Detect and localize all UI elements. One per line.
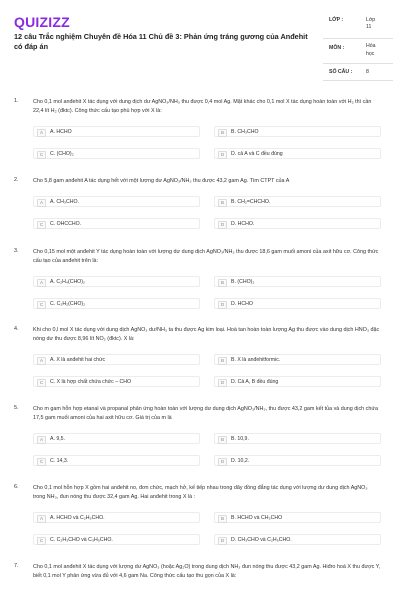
question-text: Khi cho 0,l mol X tác dụng với dung dịch AgNO₃ dư/NH₃ ta thu được Ag kim loại. Hoà tan hoàn toàn lượng Ag thu được vào dung dịch HNO₃ đặc nóng dư thu được 8,96 lít NO₂ (đktc). X là:	[33, 327, 380, 342]
option-letter: D	[218, 458, 227, 466]
option-text: D. HCHO.	[231, 221, 255, 227]
option-text: C. (CHO)₂	[50, 151, 74, 157]
option-letter: C	[37, 151, 46, 159]
option-text: A. 9,5.	[50, 436, 65, 442]
option-letter: B	[218, 199, 227, 207]
option-c[interactable]	[33, 218, 200, 229]
option-c[interactable]	[33, 298, 200, 309]
option-letter: C	[37, 379, 46, 387]
question-number: 4.	[14, 326, 19, 332]
class-value-line2: 11	[366, 24, 372, 30]
question-number: 3.	[14, 248, 19, 254]
question-text: Cho 0,1 mol hỗn hợp X gồm hai anđehit no, đơn chức, mạch hở, kế tiếp nhau trong dãy đồng đẳng tác dụng với lượng dư dung dịch AgNO₃ trong NH₃, đun nóng thu được 32,4 gam Ag. Hai anđehit trong X là :	[33, 485, 368, 500]
question-number: 7.	[14, 563, 19, 569]
option-letter: A	[37, 515, 46, 523]
option-d[interactable]	[214, 148, 381, 159]
question-text: Cho 0,1 mol anđehit X tác dụng với lượng dư AgNO₃ (hoặc Ag₂O) trong dung dịch NH₃ đun nóng thu được 43,2 gam Ag. Hiđro hoá X thu được Y, biết 0,1 mol Y phản ứng vừa đủ với 4,6 gam Na. Công thức cấu tạo thu gọn của X là:	[33, 564, 381, 579]
option-letter: D	[218, 151, 227, 159]
option-letter: C	[37, 458, 46, 466]
option-a[interactable]	[33, 276, 200, 287]
option-c[interactable]	[33, 148, 200, 159]
class-value-line1: Lớp	[366, 17, 376, 23]
option-letter: C	[37, 221, 46, 229]
option-text: C. X là hợp chất chứa chức – CHO	[50, 379, 131, 385]
count-label: SỐ CÂU :	[329, 69, 353, 75]
option-text: D. 10,2.	[231, 458, 250, 464]
option-d[interactable]	[214, 376, 381, 387]
option-text: D. cả A và C đều đúng	[231, 151, 283, 157]
worksheet-meta	[323, 14, 393, 81]
option-c[interactable]	[33, 534, 200, 545]
class-label: LỚP :	[329, 17, 344, 23]
option-a[interactable]	[33, 512, 200, 523]
option-text: B. CH₃CHO	[231, 129, 259, 135]
option-a[interactable]	[33, 196, 200, 207]
option-text: B. CH₂=CHCHO.	[231, 199, 271, 205]
question-number: 5.	[14, 405, 19, 411]
option-letter: D	[218, 301, 227, 309]
option-text: D. CH₃CHO và C₂H₅CHO.	[231, 537, 292, 543]
worksheet-title: 12 câu Trắc nghiệm Chuyên đề Hóa 11 Chủ đề 3: Phản ứng tráng gương của Anđehit có đáp án	[14, 32, 308, 51]
option-b[interactable]	[214, 276, 381, 287]
option-text: C. OHCCHO.	[50, 221, 82, 227]
option-b[interactable]	[214, 512, 381, 523]
subject-label: MÔN :	[329, 45, 345, 51]
option-text: D. HCHO	[231, 301, 253, 307]
option-text: B. X là anđehitformic.	[231, 357, 281, 363]
option-c[interactable]	[33, 455, 200, 466]
class-row	[323, 14, 393, 39]
option-a[interactable]	[33, 126, 200, 137]
option-letter: C	[37, 537, 46, 545]
option-letter: A	[37, 129, 46, 137]
option-text: A. CH₃CHO.	[50, 199, 79, 205]
subject-value-line2: học	[366, 51, 375, 57]
question-text: Cho 5,8 gam anđehit A tác dụng hết với một lượng dư AgNO₃/NH₃ thu được 43,2 gam Ag. Tìm CTPT của A	[33, 178, 290, 184]
option-letter: D	[218, 221, 227, 229]
option-letter: D	[218, 379, 227, 387]
option-letter: A	[37, 199, 46, 207]
option-b[interactable]	[214, 354, 381, 365]
option-d[interactable]	[214, 534, 381, 545]
option-c[interactable]	[33, 376, 200, 387]
option-letter: C	[37, 301, 46, 309]
option-letter: A	[37, 357, 46, 365]
option-text: C. C₂H₃CHO và C₃H₅CHO.	[50, 537, 113, 543]
option-text: C. C₂H₂(CHO)₂	[50, 301, 86, 307]
option-text: A. X là anđehit hai chức	[50, 357, 106, 363]
option-letter: B	[218, 279, 227, 287]
option-text: D. Cả A, B đều đúng	[231, 379, 279, 385]
option-a[interactable]	[33, 354, 200, 365]
option-letter: A	[37, 279, 46, 287]
option-letter: B	[218, 515, 227, 523]
count-value: 8	[366, 69, 369, 75]
option-text: A. HCHO và C₂H₅CHO.	[50, 515, 105, 521]
question-number: 6.	[14, 484, 19, 490]
option-text: B. HCHO và CH₃CHO	[231, 515, 283, 521]
quizizz-logo: QUIZIZZ	[14, 14, 70, 30]
option-letter: B	[218, 129, 227, 137]
option-letter: D	[218, 537, 227, 545]
option-text: B. (CHO)₂	[231, 279, 255, 285]
option-a[interactable]	[33, 433, 200, 444]
option-text: B. 10,9.	[231, 436, 249, 442]
option-b[interactable]	[214, 433, 381, 444]
question-number: 2.	[14, 177, 19, 183]
count-row	[323, 64, 393, 81]
subject-row	[323, 39, 393, 64]
option-text: C. 14,3.	[50, 458, 69, 464]
option-b[interactable]	[214, 126, 381, 137]
subject-value-line1: Hóa	[366, 43, 376, 49]
option-b[interactable]	[214, 196, 381, 207]
option-d[interactable]	[214, 218, 381, 229]
question-text: Cho 0,1 mol anđehit X tác dụng với dung dịch dư AgNO₃/NH₃ thu được 0,4 mol Ag. Mặt khác cho 0,1 mol X tác dụng hoàn toàn với H₂ thì cần 22,4 lít H₂ (đktc). Công thức cấu tạo phù hợp với X là:	[33, 99, 372, 114]
question-text: Cho m gam hỗn hợp etanal và propanal phản ứng hoàn toàn với lượng dư dung dịch AgNO₃/NH₃, thu được 43,2 gam kết tủa và dung dịch chứa 17,5 gam muối amoni của hai axit hữu cơ. Giá trị của m là	[33, 406, 378, 421]
option-d[interactable]	[214, 298, 381, 309]
option-text: A. HCHO	[50, 129, 72, 135]
option-letter: B	[218, 436, 227, 444]
option-letter: A	[37, 436, 46, 444]
question-number: 1.	[14, 98, 19, 104]
option-text: A. C₂H₄(CHO)₂	[50, 279, 85, 285]
option-d[interactable]	[214, 455, 381, 466]
question-text: Cho 0,15 mol một anđehit Y tác dụng hoàn toàn với lượng dư dung dịch AgNO₃/NH₃ thu được 18,6 gam muối amoni của axit hữu cơ. Công thức cấu tạo của anđehit trên là:	[33, 249, 379, 264]
option-letter: B	[218, 357, 227, 365]
